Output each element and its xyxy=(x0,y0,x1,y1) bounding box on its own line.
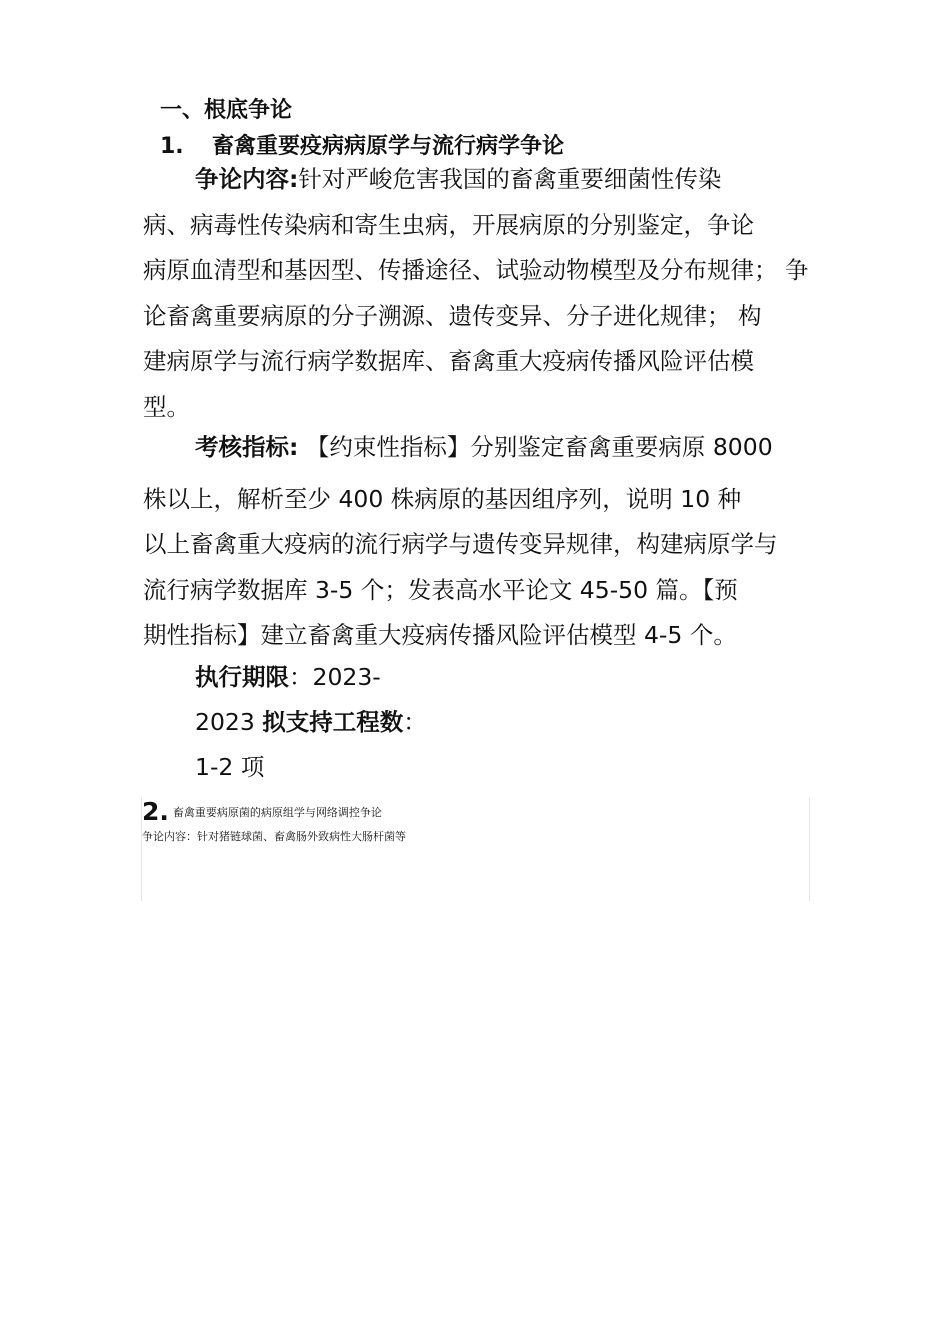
subsection-2-content: 争论内容：针对猪链球菌、畜禽肠外致病性大肠杆菌等 xyxy=(142,830,406,843)
period-value: ：2023- xyxy=(289,663,381,691)
projects-count: 1-2 项 xyxy=(195,753,265,781)
paragraph-line: 病原血清型和基因型、传播途径、试验动物模型及分布规律； 争 xyxy=(143,256,809,284)
subsection-number: 1. xyxy=(160,134,184,159)
period-end: 2023 xyxy=(195,708,263,736)
indicator-text: 【约束性指标】分别鉴定畜禽重要病原 8000 xyxy=(305,433,773,461)
projects-colon: ： xyxy=(403,708,427,736)
subsection-2-title: 畜禽重要病原菌的病原组学与网络调控争论 xyxy=(172,806,382,819)
paragraph-line: 以上畜禽重大疫病的流行病学与遗传变异规律，构建病原学与 xyxy=(143,530,778,558)
section-heading: 一、根底争论 xyxy=(160,98,293,123)
paragraph-line: 期性指标】建立畜禽重大疫病传播风险评估模型 4-5 个。 xyxy=(143,621,737,649)
subsection-2-heading xyxy=(142,797,382,826)
supported-projects xyxy=(195,700,427,745)
paragraph-line: 流行病学数据库 3-5 个；发表高水平论文 45-50 篇。【预 xyxy=(143,575,738,604)
next-page-preview xyxy=(141,797,810,901)
paragraph-line: 论畜禽重要病原的分子溯源、遗传变异、分子进化规律； 构 xyxy=(143,301,762,330)
paragraph-line xyxy=(143,425,823,471)
content-text: 针对严峻危害我国的畜禽重要细菌性传染 xyxy=(298,165,722,193)
projects-label: 拟支持工程数 xyxy=(262,708,404,736)
execution-period xyxy=(195,655,381,700)
research-content-paragraph xyxy=(143,157,823,430)
paragraph-line: 建病原学与流行病学数据库、畜禽重大疫病传播风险评估模 xyxy=(143,347,754,375)
paragraph-line xyxy=(143,157,823,203)
subsection-title: 畜禽重要疫病病原学与流行病学争论 xyxy=(212,134,565,159)
paragraph-line: 株以上，解析至少 400 株病原的基因组序列，说明 10 种 xyxy=(143,484,742,513)
period-label: 执行期限 xyxy=(195,663,289,691)
paragraph-line: 型。 xyxy=(143,392,190,421)
content-label: 争论内容: xyxy=(195,165,299,193)
assessment-indicator-paragraph xyxy=(143,425,823,659)
indicator-label: 考核指标: xyxy=(195,433,299,461)
paragraph-line: 病、病毒性传染病和寄生虫病，开展病原的分别鉴定，争论 xyxy=(143,210,754,239)
subsection-2-number: 2. xyxy=(142,797,169,826)
